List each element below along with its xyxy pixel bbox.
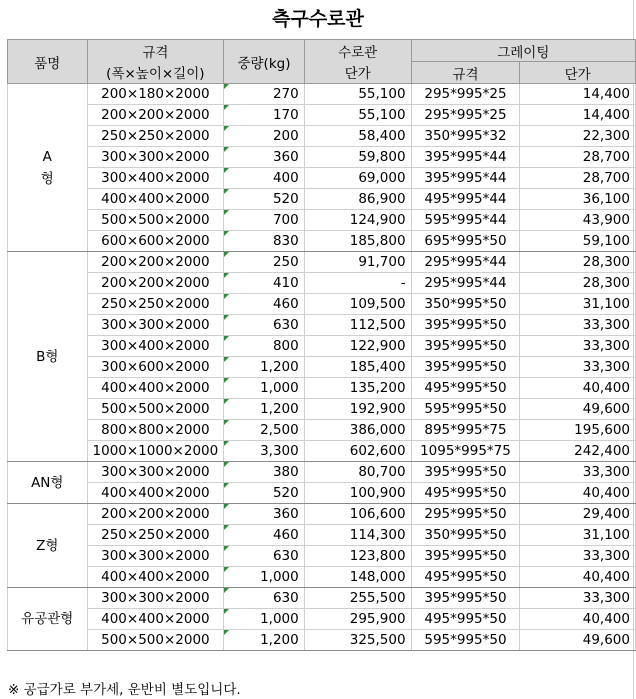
table-row xyxy=(8,483,636,504)
grating-price-cell[interactable]: 33,300 xyxy=(520,315,636,336)
spec-cell[interactable]: 200×200×2000 xyxy=(87,105,224,126)
weight-cell[interactable]: 1,000 xyxy=(224,609,305,630)
grating-spec-cell[interactable]: 350*995*50 xyxy=(411,525,520,546)
grating-price-cell[interactable]: 28,700 xyxy=(520,168,636,189)
product-name-line: A xyxy=(42,148,52,165)
spec-cell[interactable]: 600×600×2000 xyxy=(87,231,224,252)
channel-price-cell[interactable]: 69,000 xyxy=(304,168,411,189)
spec-cell[interactable]: 200×180×2000 xyxy=(87,84,224,105)
grating-price-cell[interactable]: 59,100 xyxy=(520,231,636,252)
table-row xyxy=(8,378,636,399)
weight-cell[interactable]: 3,300 xyxy=(224,441,305,462)
weight-cell[interactable]: 250 xyxy=(224,252,305,273)
grating-price-cell[interactable]: 40,400 xyxy=(520,567,636,588)
grating-spec-cell[interactable]: 595*995*44 xyxy=(411,210,520,231)
channel-price-cell[interactable]: 80,700 xyxy=(304,462,411,483)
grating-spec-cell[interactable]: 495*995*50 xyxy=(411,567,520,588)
product-name-cell[interactable] xyxy=(8,588,88,651)
header-channel-label: 수로관 xyxy=(338,44,378,61)
grating-price-cell[interactable]: 28,300 xyxy=(520,252,636,273)
table-row xyxy=(8,252,636,273)
table-row xyxy=(8,525,636,546)
weight-cell[interactable]: 700 xyxy=(224,210,305,231)
table-row xyxy=(8,399,636,420)
header-spec-label: 규격 xyxy=(142,44,169,61)
spec-cell[interactable]: 500×500×2000 xyxy=(87,630,224,651)
grating-price-cell[interactable]: 22,300 xyxy=(520,126,636,147)
table-row xyxy=(8,126,636,147)
header-grating-spec[interactable]: 규격 xyxy=(411,62,520,84)
weight-cell[interactable]: 1,000 xyxy=(224,567,305,588)
product-name-line: Z형 xyxy=(36,537,59,554)
table-row xyxy=(8,504,636,525)
header-grating-price[interactable]: 단가 xyxy=(520,62,636,84)
header-weight[interactable]: 중량(kg) xyxy=(224,40,305,84)
product-name-line: B형 xyxy=(36,348,59,365)
weight-cell[interactable]: 830 xyxy=(224,231,305,252)
grating-spec-cell[interactable]: 295*995*25 xyxy=(411,84,520,105)
channel-price-cell[interactable]: 58,400 xyxy=(304,126,411,147)
grating-spec-cell[interactable]: 495*995*50 xyxy=(411,378,520,399)
weight-cell[interactable]: 400 xyxy=(224,168,305,189)
product-name-cell[interactable] xyxy=(8,252,88,462)
spec-cell[interactable]: 300×400×2000 xyxy=(87,336,224,357)
spec-cell[interactable]: 250×250×2000 xyxy=(87,126,224,147)
grating-price-cell[interactable]: 33,300 xyxy=(520,546,636,567)
channel-price-cell[interactable]: 114,300 xyxy=(304,525,411,546)
table-row xyxy=(8,315,636,336)
grating-price-cell[interactable]: 49,600 xyxy=(520,399,636,420)
grating-price-cell[interactable]: 43,900 xyxy=(520,210,636,231)
weight-cell[interactable]: 630 xyxy=(224,546,305,567)
header-grating[interactable]: 그레이팅 xyxy=(411,40,635,62)
grating-price-cell[interactable]: 33,300 xyxy=(520,357,636,378)
table-row xyxy=(8,588,636,609)
product-name-cell[interactable] xyxy=(8,504,88,588)
grating-spec-cell[interactable]: 495*995*44 xyxy=(411,189,520,210)
spec-cell[interactable]: 400×400×2000 xyxy=(87,378,224,399)
spec-cell[interactable]: 300×300×2000 xyxy=(87,315,224,336)
product-name-line: 형 xyxy=(40,170,54,187)
header-spec-sub[interactable]: (폭×높이×길이) xyxy=(87,62,224,84)
grating-price-cell[interactable]: 28,700 xyxy=(520,147,636,168)
grating-spec-cell[interactable]: 395*995*44 xyxy=(411,168,520,189)
weight-cell[interactable]: 2,500 xyxy=(224,420,305,441)
grating-price-cell[interactable]: 28,300 xyxy=(520,273,636,294)
table-row xyxy=(8,105,636,126)
grating-spec-cell[interactable]: 395*995*50 xyxy=(411,588,520,609)
channel-price-cell[interactable]: 55,100 xyxy=(304,84,411,105)
grating-price-cell[interactable]: 14,400 xyxy=(520,84,636,105)
product-name-line: AN형 xyxy=(31,474,64,491)
weight-cell[interactable]: 170 xyxy=(224,105,305,126)
header-spec[interactable] xyxy=(87,40,224,62)
spec-cell[interactable]: 200×200×2000 xyxy=(87,273,224,294)
grating-spec-cell[interactable]: 595*995*50 xyxy=(411,399,520,420)
grating-spec-cell[interactable]: 350*995*50 xyxy=(411,294,520,315)
channel-price-cell[interactable]: 295,900 xyxy=(304,609,411,630)
channel-price-cell[interactable]: 86,900 xyxy=(304,189,411,210)
grating-price-cell[interactable]: 195,600 xyxy=(520,420,636,441)
table-row xyxy=(8,420,636,441)
header-name[interactable]: 품명 xyxy=(8,40,88,84)
grating-price-cell[interactable]: 31,100 xyxy=(520,294,636,315)
grating-spec-cell[interactable]: 895*995*75 xyxy=(411,420,520,441)
weight-cell[interactable]: 360 xyxy=(224,504,305,525)
spec-cell[interactable]: 200×200×2000 xyxy=(87,252,224,273)
grating-price-cell[interactable]: 49,600 xyxy=(520,630,636,651)
table-row xyxy=(8,273,636,294)
table-header xyxy=(8,40,636,84)
spec-cell[interactable]: 300×600×2000 xyxy=(87,357,224,378)
channel-price-cell[interactable]: 386,000 xyxy=(304,420,411,441)
spec-cell[interactable]: 200×200×2000 xyxy=(87,504,224,525)
channel-price-cell[interactable]: 55,100 xyxy=(304,105,411,126)
weight-cell[interactable]: 630 xyxy=(224,588,305,609)
spec-cell[interactable]: 400×400×2000 xyxy=(87,609,224,630)
channel-price-cell[interactable]: 112,500 xyxy=(304,315,411,336)
table-row xyxy=(8,336,636,357)
grating-price-cell[interactable]: 33,300 xyxy=(520,588,636,609)
grating-spec-cell[interactable]: 595*995*50 xyxy=(411,630,520,651)
spec-cell[interactable]: 300×300×2000 xyxy=(87,546,224,567)
channel-price-cell[interactable]: 59,800 xyxy=(304,147,411,168)
header-channel[interactable] xyxy=(304,40,411,62)
grating-spec-cell[interactable]: 495*995*50 xyxy=(411,483,520,504)
grating-price-cell[interactable]: 29,400 xyxy=(520,504,636,525)
channel-price-cell[interactable]: 148,000 xyxy=(304,567,411,588)
channel-price-cell[interactable]: 123,800 xyxy=(304,546,411,567)
table-row xyxy=(8,231,636,252)
spec-cell[interactable]: 250×250×2000 xyxy=(87,294,224,315)
channel-price-cell[interactable]: 124,900 xyxy=(304,210,411,231)
product-name-cell[interactable] xyxy=(8,84,88,252)
sheet-title: 측구수로관 xyxy=(272,8,364,30)
price-table xyxy=(7,39,636,651)
grating-price-cell[interactable]: 14,400 xyxy=(520,105,636,126)
weight-cell[interactable]: 630 xyxy=(224,315,305,336)
spec-cell[interactable]: 400×400×2000 xyxy=(87,483,224,504)
weight-cell[interactable]: 460 xyxy=(224,525,305,546)
weight-cell[interactable]: 380 xyxy=(224,462,305,483)
grating-price-cell[interactable]: 40,400 xyxy=(520,609,636,630)
channel-price-cell[interactable]: - xyxy=(304,273,411,294)
grating-spec-cell[interactable]: 395*995*50 xyxy=(411,357,520,378)
table-row xyxy=(8,609,636,630)
footnote: ※ 공급가로 부가세, 운반비 별도입니다. xyxy=(8,682,241,698)
weight-cell[interactable]: 200 xyxy=(224,126,305,147)
grating-spec-cell[interactable]: 350*995*32 xyxy=(411,126,520,147)
channel-price-cell[interactable]: 106,600 xyxy=(304,504,411,525)
grating-spec-cell[interactable]: 295*995*44 xyxy=(411,252,520,273)
spec-cell[interactable]: 500×500×2000 xyxy=(87,399,224,420)
table-row xyxy=(8,546,636,567)
table-row xyxy=(8,210,636,231)
spec-cell[interactable]: 250×250×2000 xyxy=(87,525,224,546)
table-row xyxy=(8,630,636,651)
spec-cell[interactable]: 800×800×2000 xyxy=(87,420,224,441)
weight-cell[interactable]: 460 xyxy=(224,294,305,315)
grating-price-cell[interactable]: 40,400 xyxy=(520,378,636,399)
weight-cell[interactable]: 520 xyxy=(224,483,305,504)
channel-price-cell[interactable]: 122,900 xyxy=(304,336,411,357)
header-channel-sub[interactable]: 단가 xyxy=(304,62,411,84)
spec-cell[interactable]: 300×400×2000 xyxy=(87,168,224,189)
table-body xyxy=(8,84,636,651)
grating-spec-cell[interactable]: 295*995*50 xyxy=(411,504,520,525)
grating-price-cell[interactable]: 40,400 xyxy=(520,483,636,504)
grating-spec-cell[interactable]: 395*995*50 xyxy=(411,546,520,567)
table-row xyxy=(8,462,636,483)
grating-spec-cell[interactable]: 495*995*50 xyxy=(411,609,520,630)
spec-cell[interactable]: 1000×1000×2000 xyxy=(87,441,224,462)
weight-cell[interactable]: 520 xyxy=(224,189,305,210)
table-row xyxy=(8,567,636,588)
channel-price-cell[interactable]: 185,800 xyxy=(304,231,411,252)
spec-cell[interactable]: 300×300×2000 xyxy=(87,588,224,609)
weight-cell[interactable]: 270 xyxy=(224,84,305,105)
grating-price-cell[interactable]: 33,300 xyxy=(520,336,636,357)
spec-cell[interactable]: 300×300×2000 xyxy=(87,462,224,483)
channel-price-cell[interactable]: 100,900 xyxy=(304,483,411,504)
grating-spec-cell[interactable]: 395*995*44 xyxy=(411,147,520,168)
grating-spec-cell[interactable]: 295*995*44 xyxy=(411,273,520,294)
grating-spec-cell[interactable]: 395*995*50 xyxy=(411,462,520,483)
grating-price-cell[interactable]: 31,100 xyxy=(520,525,636,546)
spec-cell[interactable]: 500×500×2000 xyxy=(87,210,224,231)
table-row xyxy=(8,168,636,189)
grating-spec-cell[interactable]: 295*995*25 xyxy=(411,105,520,126)
weight-cell[interactable]: 800 xyxy=(224,336,305,357)
spec-cell[interactable]: 400×400×2000 xyxy=(87,189,224,210)
table-row xyxy=(8,357,636,378)
grating-spec-cell[interactable]: 695*995*50 xyxy=(411,231,520,252)
table-row xyxy=(8,441,636,462)
channel-price-cell[interactable]: 325,500 xyxy=(304,630,411,651)
channel-price-cell[interactable]: 602,600 xyxy=(304,441,411,462)
table-row xyxy=(8,294,636,315)
grating-spec-cell[interactable]: 395*995*50 xyxy=(411,336,520,357)
table-row xyxy=(8,189,636,210)
product-name-cell[interactable] xyxy=(8,462,88,504)
grating-spec-cell[interactable]: 1095*995*75 xyxy=(411,441,520,462)
table-row xyxy=(8,84,636,105)
channel-price-cell[interactable]: 192,900 xyxy=(304,399,411,420)
channel-price-cell[interactable]: 91,700 xyxy=(304,252,411,273)
grating-spec-cell[interactable]: 395*995*50 xyxy=(411,315,520,336)
channel-price-cell[interactable]: 135,200 xyxy=(304,378,411,399)
product-name-line: 유공관형 xyxy=(21,611,74,627)
grating-price-cell[interactable]: 36,100 xyxy=(520,189,636,210)
weight-cell[interactable]: 1,200 xyxy=(224,630,305,651)
spec-cell[interactable]: 300×300×2000 xyxy=(87,147,224,168)
channel-price-cell[interactable]: 255,500 xyxy=(304,588,411,609)
weight-cell[interactable]: 1,200 xyxy=(224,357,305,378)
weight-cell[interactable]: 410 xyxy=(224,273,305,294)
spec-cell[interactable]: 400×400×2000 xyxy=(87,567,224,588)
weight-cell[interactable]: 360 xyxy=(224,147,305,168)
weight-cell[interactable]: 1,200 xyxy=(224,399,305,420)
channel-price-cell[interactable]: 185,400 xyxy=(304,357,411,378)
channel-price-cell[interactable]: 109,500 xyxy=(304,294,411,315)
weight-cell[interactable]: 1,000 xyxy=(224,378,305,399)
grating-price-cell[interactable]: 33,300 xyxy=(520,462,636,483)
grating-price-cell[interactable]: 242,400 xyxy=(520,441,636,462)
table-row xyxy=(8,147,636,168)
